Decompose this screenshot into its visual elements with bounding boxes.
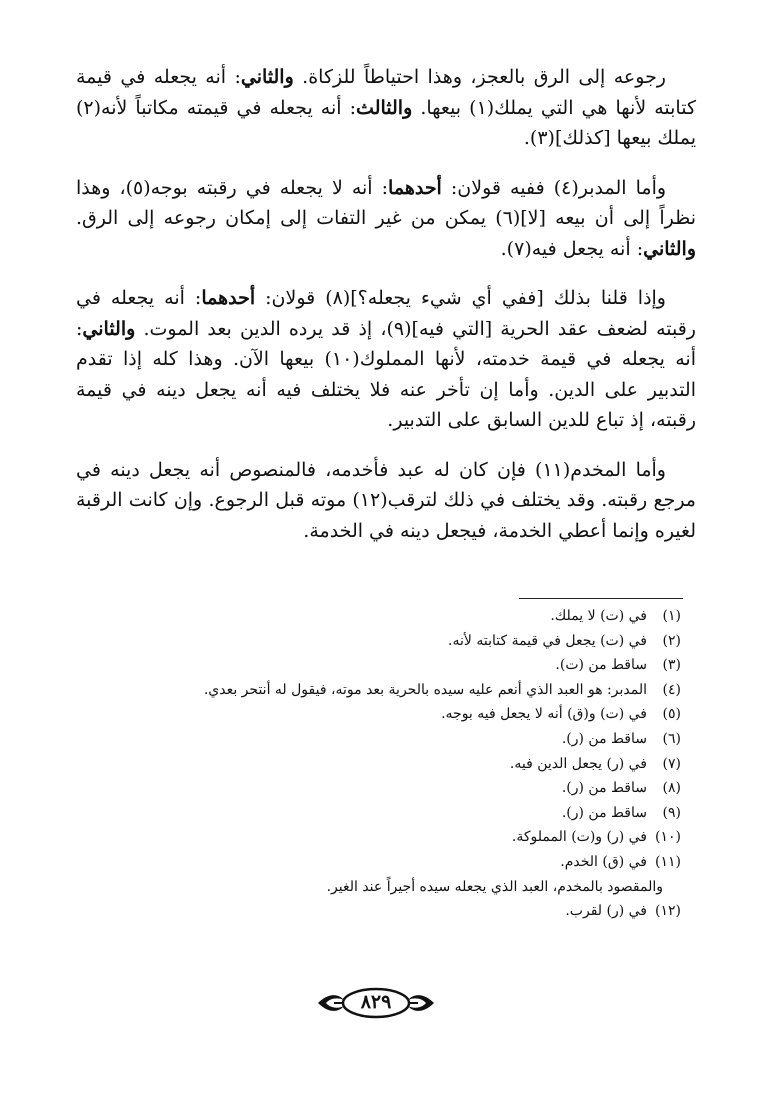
- footnote-item: [76, 678, 681, 703]
- bold-term: والثاني: [82, 317, 136, 340]
- footnote-number: (٨): [662, 780, 681, 797]
- footnote-number: (٥): [662, 706, 681, 723]
- text-run: : أنه يجعل فيه(٧).: [500, 237, 644, 260]
- paragraph: [76, 62, 696, 154]
- footnote-text: ساقط من (ر).: [561, 730, 647, 747]
- bold-term: والثاني: [240, 66, 294, 88]
- footnote-text: والمقصود بالمخدم، العبد الذي يجعله سيده أجيراً عند الغير.: [326, 878, 663, 895]
- footnote-item: [76, 825, 681, 850]
- footnote-item: [76, 801, 681, 826]
- footnote-text: في (ت) يجعل في قيمة كتابته لأنه.: [448, 632, 647, 649]
- footnote-text: في (ر) يجعل الدين فيه.: [509, 755, 647, 772]
- footnote-text: ساقط من (ت).: [555, 657, 647, 674]
- bold-term: أحدهما: [201, 287, 256, 309]
- footnote-item: [76, 776, 681, 801]
- footnote-item: [76, 653, 681, 678]
- footnote-text: في (ق) الخدم.: [560, 853, 647, 870]
- footnote-item: [76, 727, 681, 752]
- text-run: وأما المدبر(٤) ففيه قولان:: [441, 176, 667, 199]
- footnote-text: في (ت) لا يملك.: [550, 608, 647, 624]
- footnote-number: (٧): [662, 755, 681, 772]
- footnote-item: [76, 899, 681, 924]
- text-run: : أنه لا يجعله في رقبته بوجه(٥)، وهذا نظراً إلى أن بيعه [لا](٦) يمكن من غير التفات إلى إمكان رجوعه إلى الرق.: [76, 176, 696, 229]
- footnote-text: المدبر: هو العبد الذي أنعم عليه سيده بالحرية بعد موته، فيقول له أنتحر بعدي.: [203, 681, 647, 698]
- footnote-number: (٦): [662, 730, 681, 747]
- footnote-text: في (ر) لقرب.: [565, 903, 647, 920]
- text-run: : أنه يجعله في رقبته لضعف عقد الحرية [التي فيه](٩)، إذ قد يرده الدين بعد الموت.: [76, 287, 696, 340]
- footnote-number: (٢): [662, 632, 681, 649]
- text-run: رجوعه إلى الرق بالعجز، وهذا احتياطاً للزكاة.: [293, 66, 666, 88]
- bold-term: والثاني: [643, 237, 696, 260]
- page-body: [76, 62, 696, 565]
- page-number: ٨٢٩: [360, 991, 392, 1013]
- bold-term: والثالث: [356, 96, 413, 119]
- footnote-item: [76, 875, 681, 900]
- bold-term: أحدهما: [388, 176, 442, 199]
- text-run: : أنه يجعله في قيمته مكاتباً لأنه(٢) يملك بيعها [كذلك](٣).: [76, 96, 696, 149]
- footnote-number: (١): [662, 608, 681, 624]
- footnote-number: (٩): [662, 804, 681, 821]
- paragraph: [76, 283, 696, 436]
- footnote-number: (١٢): [655, 903, 681, 920]
- footnote-text: ساقط من (ر).: [561, 780, 647, 797]
- footnote-divider: [519, 598, 683, 599]
- footnote-number: (١٠): [655, 829, 681, 846]
- footnote-text: في (ر) و(ت) المملوكة.: [511, 829, 647, 846]
- footnote-number: (١١): [655, 853, 681, 870]
- footnote-text: ساقط من (ر).: [561, 804, 647, 821]
- footnote-item: [76, 604, 681, 629]
- footnote-text: في (ت) و(ق) أنه لا يجعل فيه بوجه.: [441, 706, 647, 723]
- footnote-item: [76, 702, 681, 727]
- footnotes-list: [76, 604, 681, 924]
- text-run: وإذا قلنا بذلك [ففي أي شيء يجعله؟](٨) قولان:: [255, 287, 666, 309]
- paragraph: [76, 173, 696, 265]
- text-run: : أنه يجعله في قيمة كتابته لأنها هي التي يملك(١) بيعها.: [76, 66, 696, 119]
- footnote-item: [76, 629, 681, 654]
- text-run: : أنه يجعله في قيمة خدمته، لأنها المملوك(١٠) بيعها الآن. وهذا كله إذا تقدم التدبير على الدين. وأما إن تأخر عنه فلا يختلف فيه أنه يجعل دينه في قيمة رقبته، إذ تباع للدين السابق على التدبير.: [76, 317, 696, 431]
- footnote-item: [76, 752, 681, 777]
- text-run: وأما المخدم(١١) فإن كان له عبد فأخدمه، فالمنصوص أنه يجعل دينه في مرجع رقبته. وقد يختلف في ذلك لترقب(١٢) موته قبل الرجوع. وإن كانت الرقبة لغيره وإنما أعطي الخدمة، فيجعل دينه في الخدمة.: [76, 458, 696, 542]
- paragraph: [76, 455, 696, 547]
- footnote-number: (٤): [662, 681, 681, 698]
- page-number-ornament: [314, 983, 438, 1023]
- footnote-number: (٣): [662, 657, 681, 674]
- main-text: [76, 62, 696, 546]
- footnote-item: [76, 850, 681, 875]
